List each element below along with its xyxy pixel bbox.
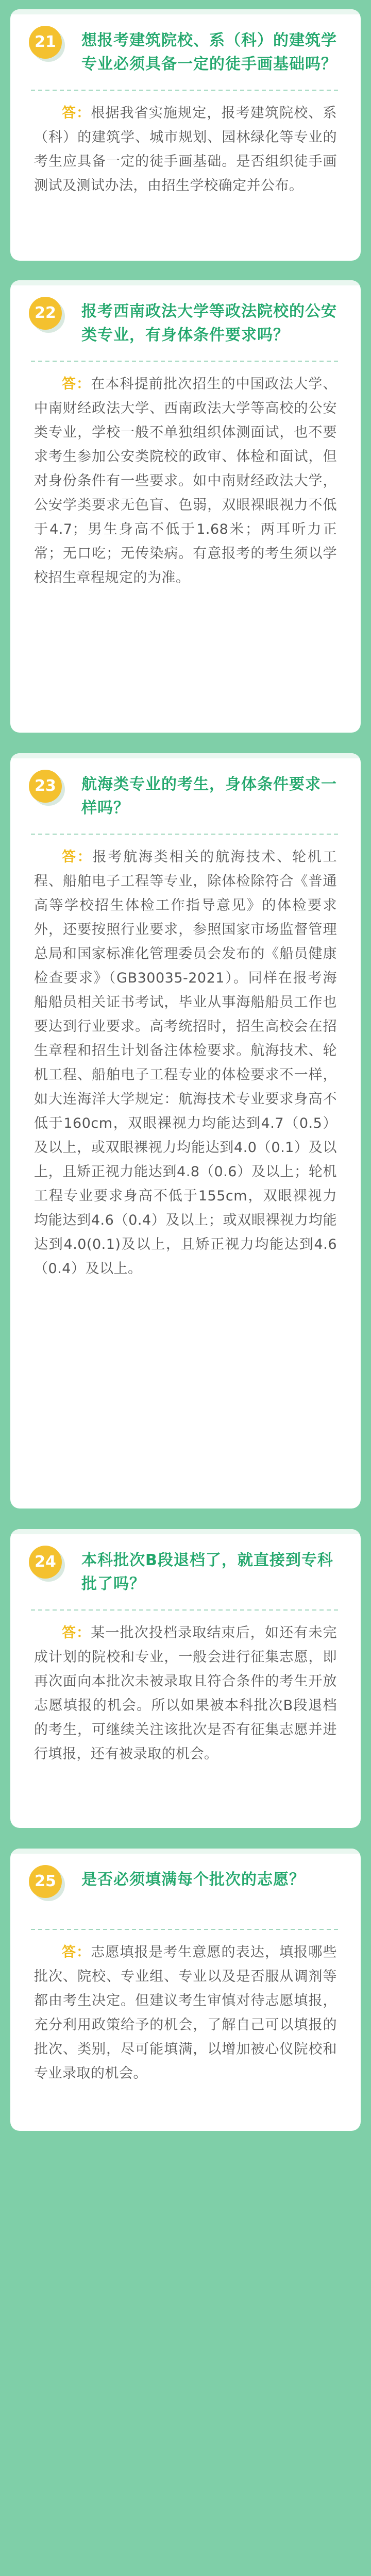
question-title: 报考西南政法大学等政法院校的公安类专业，有身体条件要求吗？ xyxy=(81,302,337,344)
card-top-band xyxy=(10,1529,361,1534)
answer-text xyxy=(10,1611,361,1784)
answer-label: 答： xyxy=(62,1944,91,1960)
question-number-badge: 24 xyxy=(29,1546,62,1579)
qa-card-22 xyxy=(10,280,361,733)
question-header xyxy=(10,1854,361,1918)
answer-label: 答： xyxy=(62,376,91,392)
answer-label: 答： xyxy=(62,105,91,121)
question-title: 航海类专业的考生，身体条件要求一样吗？ xyxy=(81,775,337,817)
qa-card-23 xyxy=(10,753,361,1509)
question-header xyxy=(10,758,361,822)
answer-body: 志愿填报是考生意愿的表达，填报哪些批次、院校、专业组、专业以及是否服从调剂等都由考生决定。但建议考生审慎对待志愿填报，充分利用政策给予的机会，了解自己可以填报的批次、类别，尽可能填满，以增加被心仪院校和专业录取的机会。 xyxy=(34,1944,338,2081)
card-top-band xyxy=(10,280,361,285)
question-number-badge: 22 xyxy=(29,297,62,330)
card-top-band xyxy=(10,9,361,14)
answer-body: 在本科提前批次招生的中国政法大学、中南财经政法大学、西南政法大学等高校的公安类专业，学校一般不单独组织体测面试，也不要求考生参加公安类院校的政审、体检和面试，但对身份条件有一些要求。如中南财经政法大学，公安学类要求无色盲、色弱，双眼裸眼视力不低于4.7；男生身高不低于1.68米；两耳听力正常；无口吃；无传染病。有意报考的考生须以学校招生章程规定的为准。 xyxy=(34,376,338,586)
answer-text xyxy=(10,362,361,607)
card-top-band xyxy=(10,753,361,758)
question-header xyxy=(10,1534,361,1598)
answer-body: 某一批次投档录取结束后，如还有未完成计划的院校和专业，一般会进行征集志愿，即再次面向本批次未被录取且符合条件的考生开放志愿填报的机会。所以如果被本科批次B段退档的考生，可继续关注该批次是否有征集志愿并进行填报，还有被录取的机会。 xyxy=(34,1625,338,1762)
question-header xyxy=(10,14,361,78)
qa-card-21 xyxy=(10,9,361,261)
qa-card-24 xyxy=(10,1529,361,1828)
answer-text xyxy=(10,91,361,215)
question-number-badge: 21 xyxy=(29,26,62,59)
question-title: 本科批次B段退档了，就直接到专科批了吗？ xyxy=(81,1551,333,1593)
answer-label: 答： xyxy=(62,1625,91,1641)
question-title: 想报考建筑院校、系（科）的建筑学专业必须具备一定的徒手画基础吗？ xyxy=(81,31,337,73)
answer-body: 根据我省实施规定，报考建筑院校、系（科）的建筑学、城市规划、园林绿化等专业的考生应具备一定的徒手画基础。是否组织徒手画测试及测试办法，由招生学校确定并公布。 xyxy=(34,105,338,194)
card-top-band xyxy=(10,1849,361,1854)
qa-card-25 xyxy=(10,1849,361,2131)
answer-label: 答： xyxy=(62,849,93,865)
answer-text xyxy=(10,835,361,1298)
question-header xyxy=(10,285,361,349)
answer-text xyxy=(10,1930,361,2103)
question-number-badge: 25 xyxy=(29,1865,62,1898)
question-number-badge: 23 xyxy=(29,770,62,803)
answer-body: 报考航海类相关的航海技术、轮机工程、船舶电子工程等专业，除体检除符合《普通高等学校招生体检工作指导意见》的体检要求外，还要按照行业要求，参照国家市场监督管理总局和国家标准化管理委员会发布的《船员健康检查要求》（GB30035-2021）。同样在报考海船船员相关证书考试，毕业从事海船船员工作也要达到行业要求。高考统招时，招生高校会在招生章程和招生计划备注体检要求。航海技术、轮机工程、船舶电子工程专业的体检要求不一样，如大连海洋大学规定：航海技术专业要求身高不低于160cm，双眼裸视力均能达到4.7（0.5）及以上，或双眼裸视力均能达到4.0（0.1）及以上，且矫正视力能达到4.8（0.6）及以上；轮机工程专业要求身高不低于155cm，双眼裸视力均能达到4.6（0.4）及以上；或双眼裸视力均能达到4.0(0.1)及以上，且矫正视力均能达到4.6（0.4）及以上。 xyxy=(34,849,338,1277)
question-title: 是否必须填满每个批次的志愿？ xyxy=(81,1871,305,1889)
